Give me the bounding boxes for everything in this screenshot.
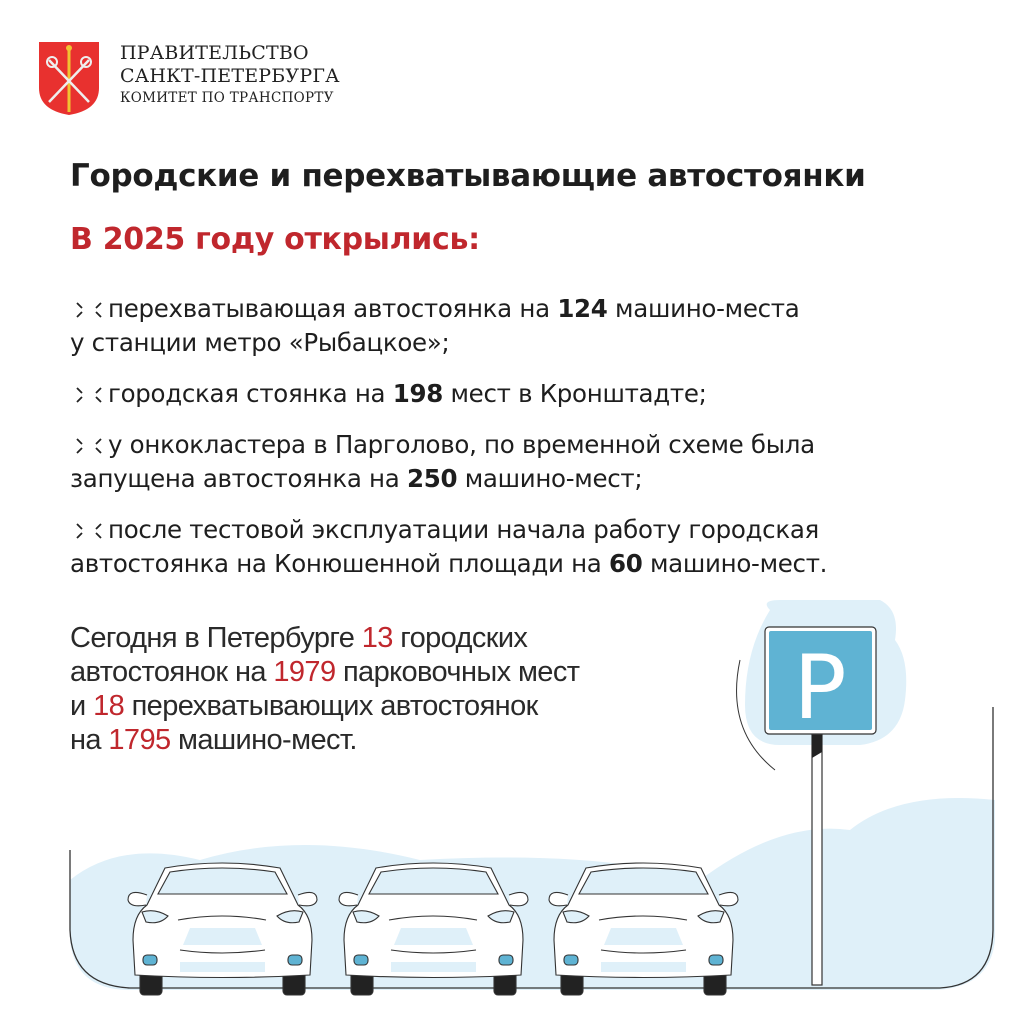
summary-number: 13 [361,622,393,654]
item-text: мест в Кронштадте; [443,379,707,408]
bullet-icon [70,300,108,320]
item-text: автостоянка на Конюшенной площади на [70,549,610,578]
summary-number: 18 [93,690,125,722]
list-item [70,428,827,496]
page-title: Городские и перехватывающие автостоянки [70,158,866,194]
item-text: после тестовой эксплуатации начала работу городская [108,515,819,544]
summary-text-part: перехватывающих автостоянок [124,690,538,722]
list-item [70,513,827,581]
bullet-list [70,292,827,598]
summary-text-part: Сегодня в Петербурге [70,622,362,654]
org-line-3: КОМИТЕТ ПО ТРАНСПОРТУ [120,90,334,106]
item-number: 250 [406,464,458,493]
summary-text-part: автостоянок на [70,656,274,688]
list-item [70,377,827,411]
page-subtitle: В 2025 году открылись: [70,222,480,257]
item-number: 198 [392,379,444,408]
list-item [70,292,827,360]
summary-text-part: и [70,690,94,722]
summary-text-part: городских [392,622,528,654]
coat-of-arms-logo [37,40,101,116]
item-text: машино-места [607,294,800,323]
org-line-2: САНКТ-ПЕТЕРБУРГА [120,65,340,87]
bullet-icon [70,436,108,456]
parking-sign [765,627,876,739]
item-number: 124 [557,294,608,323]
item-text: у онкокластера в Парголово, по временной схеме была [108,430,815,459]
item-number: 60 [609,549,643,578]
summary-number: 1795 [108,724,171,756]
item-text: запущена автостоянка на [70,464,407,493]
organization-name [120,42,340,108]
item-text: у станции метро «Рыбацкое»; [70,328,450,357]
summary-number: 1979 [273,656,336,688]
bullet-icon [70,385,108,405]
item-text: городская стоянка на [108,379,393,408]
summary-text-part: машино-мест. [170,724,357,756]
bullet-icon [70,521,108,541]
summary-text-part: парковочных мест [335,656,580,688]
summary-text [70,621,579,757]
parking-sign-letter: P [793,636,847,739]
item-text: перехватывающая автостоянка на [108,294,558,323]
org-line-1: ПРАВИТЕЛЬСТВО [120,42,309,64]
item-text: машино-мест. [642,549,828,578]
item-text: машино-мест; [457,464,643,493]
summary-text-part: на [70,724,109,756]
